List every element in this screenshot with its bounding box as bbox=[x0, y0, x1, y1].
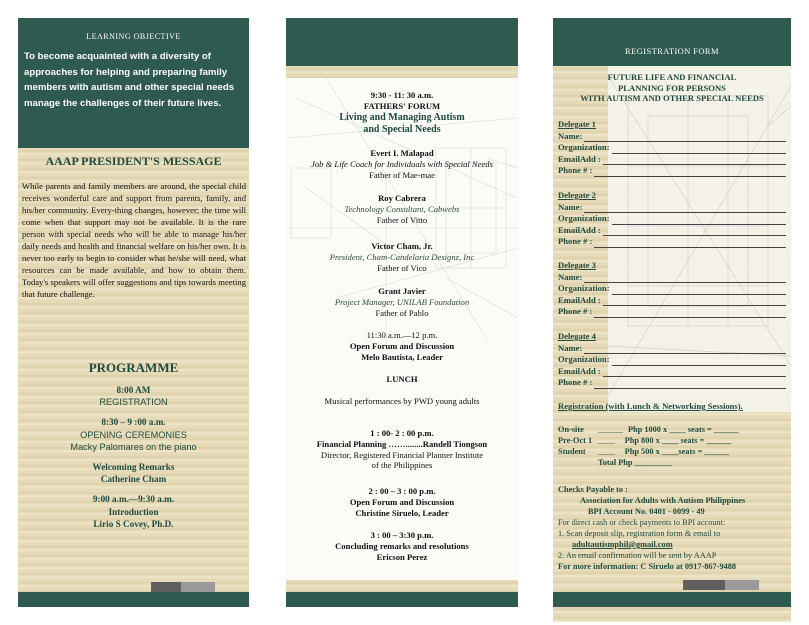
financial-line: of the Philippines bbox=[371, 460, 433, 471]
forum-subtitle: Living and Managing Autism bbox=[339, 111, 465, 123]
organization-field[interactable] bbox=[558, 213, 786, 225]
field-line[interactable] bbox=[603, 297, 786, 306]
field-label: EmailAdd : bbox=[558, 153, 601, 164]
phone-field[interactable] bbox=[558, 306, 786, 318]
programme-item bbox=[18, 461, 249, 485]
field-line[interactable] bbox=[584, 133, 786, 142]
checks-label: Checks Payable to : bbox=[558, 485, 628, 494]
president-message-section bbox=[18, 148, 249, 592]
open-forum-title: Open Forum and Discussion bbox=[349, 496, 455, 507]
total-field[interactable]: Total Php _________ bbox=[598, 458, 672, 467]
programme-title: PROGRAMME bbox=[88, 360, 179, 375]
field-line[interactable] bbox=[612, 357, 786, 366]
rate-price: Php 800 bbox=[624, 436, 654, 445]
speaker-role: Project Manager, UNILAB Foundation bbox=[334, 296, 470, 307]
field-label: EmailAdd : bbox=[558, 224, 601, 235]
open-forum-time: 11:30 a.m.—12 p.m. bbox=[366, 330, 438, 340]
delegate-label: Delegate 1 bbox=[558, 119, 596, 129]
rate-row bbox=[558, 424, 788, 435]
email-field[interactable] bbox=[558, 295, 786, 307]
field-label: Phone # : bbox=[558, 306, 593, 317]
registration-label: Registration (with Lunch & Networking Sessions). bbox=[558, 401, 743, 411]
programme-item bbox=[18, 384, 249, 408]
phone-field[interactable] bbox=[558, 165, 786, 177]
rate-type: Student bbox=[558, 447, 586, 456]
delegate-label: Delegate 3 bbox=[558, 260, 596, 270]
rates-table bbox=[558, 424, 788, 468]
payment-step: 2. An email confirmation will be sent by AAAP bbox=[558, 551, 717, 560]
programme-item bbox=[18, 416, 249, 453]
delegate-block bbox=[558, 260, 786, 318]
rate-blank[interactable]: ____ bbox=[598, 436, 615, 445]
field-line[interactable] bbox=[612, 216, 786, 225]
delegate-block bbox=[558, 331, 786, 389]
programme-title-text: Introduction bbox=[108, 506, 159, 517]
rate-type: On-site bbox=[558, 425, 584, 434]
delegate-block bbox=[558, 190, 786, 248]
field-label: Name: bbox=[558, 130, 583, 141]
open-forum-block bbox=[286, 330, 518, 362]
programme-title-text: Welcoming Remarks bbox=[92, 462, 175, 473]
financial-time: 1 : 00- 2 : 00 p.m. bbox=[370, 428, 434, 438]
president-message-title: AAAP PRESIDENT'S MESSAGE bbox=[45, 154, 222, 168]
speaker-name: Roy Cabrera bbox=[378, 193, 426, 203]
field-label: Name: bbox=[558, 342, 583, 353]
speaker-father-of: Father of Vico bbox=[377, 262, 427, 273]
financial-line: Director, Registered Financial Planner Institute bbox=[320, 449, 484, 460]
financial-block bbox=[286, 428, 518, 471]
decor-block bbox=[181, 582, 215, 592]
speaker-block bbox=[286, 148, 518, 180]
programme-title-text: OPENING CEREMONIES bbox=[80, 429, 187, 440]
field-line[interactable] bbox=[584, 204, 786, 213]
learning-objective-title: LEARNING OBJECTIVE bbox=[86, 32, 181, 41]
field-label: Phone # : bbox=[558, 236, 593, 247]
field-line[interactable] bbox=[612, 145, 786, 154]
field-line[interactable] bbox=[594, 239, 786, 248]
programme-time: 9:00 a.m.—9:30 a.m. bbox=[92, 494, 175, 505]
footer-bar bbox=[18, 592, 249, 607]
rate-row bbox=[558, 435, 788, 446]
form-title-line: FUTURE LIFE AND FINANCIAL bbox=[607, 72, 737, 82]
open-forum-time: 2 : 00 – 3 : 00 p.m. bbox=[368, 486, 436, 496]
registration-section bbox=[558, 401, 788, 412]
right-panel bbox=[553, 18, 791, 607]
phone-field[interactable] bbox=[558, 377, 786, 389]
forum-block bbox=[286, 90, 518, 136]
field-line[interactable] bbox=[603, 368, 786, 377]
name-field[interactable] bbox=[558, 131, 786, 143]
rate-row bbox=[558, 446, 788, 457]
more-info: For more information: C Siruelo at 0917-867-9488 bbox=[558, 562, 737, 571]
speaker-name: Grant Javier bbox=[378, 286, 426, 296]
rate-price: Php 500 bbox=[624, 447, 654, 456]
field-line[interactable] bbox=[584, 274, 786, 283]
closing-time: 3 : 00 – 3:30 p.m. bbox=[370, 530, 434, 540]
contact-email-link[interactable]: adultautismphil@gmail.com bbox=[572, 540, 673, 549]
speaker-role: Job & Life Coach for Individuals with Special Needs bbox=[311, 158, 493, 169]
field-label: Phone # : bbox=[558, 165, 593, 176]
footer-bar bbox=[286, 592, 518, 607]
direct-payment-note: For direct cash or check payments to BPI account: bbox=[558, 518, 726, 527]
name-field[interactable] bbox=[558, 202, 786, 214]
programme-list bbox=[18, 384, 249, 538]
programme-title-text: REGISTRATION bbox=[99, 397, 168, 408]
decor-block bbox=[683, 580, 725, 590]
forum-title: FATHERS' FORUM bbox=[363, 100, 441, 111]
organization-field[interactable] bbox=[558, 283, 786, 295]
speaker-block bbox=[286, 286, 518, 318]
programme-time: 8:00 AM bbox=[116, 385, 151, 395]
email-field[interactable] bbox=[558, 366, 786, 378]
field-label: EmailAdd : bbox=[558, 294, 601, 305]
decor-block bbox=[725, 580, 759, 590]
footer-bar bbox=[553, 592, 791, 607]
rate-seats[interactable]: x ____seats = ______ bbox=[655, 447, 730, 456]
field-label: Organization: bbox=[558, 283, 610, 294]
open-forum-leader: Christine Siruelo, Leader bbox=[355, 507, 449, 518]
programme-time: 8:30 – 9 :00 a.m. bbox=[101, 417, 166, 428]
field-label: EmailAdd : bbox=[558, 365, 601, 376]
field-label: Name: bbox=[558, 201, 583, 212]
rate-type: Pre-Oct 1 bbox=[558, 436, 593, 445]
form-title-line: PLANNING FOR PERSONS bbox=[618, 82, 726, 93]
field-line[interactable] bbox=[612, 286, 786, 295]
field-line[interactable] bbox=[594, 309, 786, 318]
learning-objective-text: To become acquainted with a diversity of approaches for helping and preparing family members with autism and other special needs manage the challenges of their future lives. bbox=[24, 51, 235, 109]
name-field[interactable] bbox=[558, 343, 786, 355]
lunch-text: LUNCH bbox=[386, 374, 418, 384]
president-message-text: While parents and family members are around, the special child receives wonderful care and support from parents, family, and his/her community. Every-thing changes, however; the time will come when that support may not be available. It is the rare person with special needs who will be able to manage his/her daily needs and health and financial welfare on his/her own. It is never too early to begin to consider what he/she will need, what resources can be made available, and how to obtain them. Today's speakers will offer suggestions and tips towards meeting that future challenge. bbox=[22, 181, 246, 299]
open-forum-title: Open Forum and Discussion bbox=[349, 340, 455, 351]
field-line[interactable] bbox=[603, 227, 786, 236]
decor-block bbox=[151, 582, 181, 592]
open-forum-leader: Melo Bautista, Leader bbox=[361, 351, 443, 362]
phone-field[interactable] bbox=[558, 236, 786, 248]
forum-time: 9:30 - 11: 30 a.m. bbox=[370, 90, 434, 100]
speaker-block bbox=[286, 241, 518, 273]
field-line[interactable] bbox=[594, 168, 786, 177]
delegate-label: Delegate 2 bbox=[558, 190, 596, 200]
speaker-role: President, Cham-Candelaria Designz, Inc bbox=[329, 251, 475, 262]
form-title-line: WITH AUTISM AND OTHER SPECIAL NEEDS bbox=[580, 93, 764, 103]
header-bar bbox=[286, 18, 518, 66]
field-line[interactable] bbox=[584, 345, 786, 354]
rate-blank[interactable]: ______ bbox=[598, 425, 623, 434]
closing-title: Concluding remarks and resolutions bbox=[335, 540, 469, 551]
left-panel bbox=[18, 18, 249, 607]
speaker-block bbox=[286, 193, 518, 225]
speaker-name: Victor Cham, Jr. bbox=[371, 241, 433, 251]
registration-form-title: REGISTRATION FORM bbox=[625, 46, 719, 56]
field-line[interactable] bbox=[603, 156, 786, 165]
speaker-father-of: Father of Pablo bbox=[375, 307, 429, 318]
programme-name: Lirio S Covey, Ph.D. bbox=[93, 518, 174, 529]
rate-blank[interactable]: ____ bbox=[598, 447, 615, 456]
lunch-label bbox=[286, 374, 518, 385]
wood-stripe bbox=[286, 66, 518, 78]
rate-seats[interactable]: x ____ seats = ______ bbox=[655, 436, 732, 445]
organization-field[interactable] bbox=[558, 354, 786, 366]
music-text: Musical performances by PWD young adults bbox=[324, 396, 480, 406]
forum-subtitle: and Special Needs bbox=[363, 123, 441, 135]
email-field[interactable] bbox=[558, 225, 786, 237]
field-label: Organization: bbox=[558, 354, 610, 365]
payment-section bbox=[558, 484, 788, 572]
learning-objective-box bbox=[18, 18, 249, 148]
music-label bbox=[286, 396, 518, 407]
field-label: Name: bbox=[558, 271, 583, 282]
open-forum-block bbox=[286, 486, 518, 518]
financial-title: Financial Planning ……........Randell Tiongson bbox=[316, 438, 488, 449]
payee-name: Association for Adults with Autism Philippines bbox=[580, 496, 746, 505]
account-number: BPI Account No. 0401 - 0099 - 49 bbox=[588, 507, 705, 516]
organization-field[interactable] bbox=[558, 142, 786, 154]
speaker-name: Evert I. Malapad bbox=[370, 148, 434, 158]
schedule-section bbox=[286, 78, 518, 580]
programme-name: Macky Palomares on the piano bbox=[70, 441, 197, 452]
delegate-block bbox=[558, 119, 786, 177]
wood-stripe bbox=[286, 580, 518, 592]
middle-panel bbox=[286, 18, 518, 607]
programme-item bbox=[18, 493, 249, 530]
field-label: Organization: bbox=[558, 213, 610, 224]
programme-name: Catherine Cham bbox=[100, 474, 167, 485]
rate-seats[interactable]: x ____ seats = ______ bbox=[663, 425, 739, 434]
field-line[interactable] bbox=[594, 380, 786, 389]
payment-step: 1. Scan deposit slip, registration form & email to bbox=[558, 529, 721, 538]
closing-block bbox=[286, 530, 518, 562]
speaker-father-of: Father of Mae-mae bbox=[369, 169, 435, 180]
field-label: Phone # : bbox=[558, 377, 593, 388]
header-bar bbox=[553, 18, 791, 66]
field-label: Organization: bbox=[558, 142, 610, 153]
closing-name: Ericson Perez bbox=[376, 551, 428, 562]
rate-price: Php 1000 bbox=[627, 425, 661, 434]
name-field[interactable] bbox=[558, 272, 786, 284]
email-field[interactable] bbox=[558, 154, 786, 166]
delegate-label: Delegate 4 bbox=[558, 331, 596, 341]
form-event-title bbox=[553, 72, 791, 104]
speaker-role: Technology Consultant, Cabwebs bbox=[344, 203, 460, 214]
speaker-father-of: Father of Vitto bbox=[376, 214, 428, 225]
